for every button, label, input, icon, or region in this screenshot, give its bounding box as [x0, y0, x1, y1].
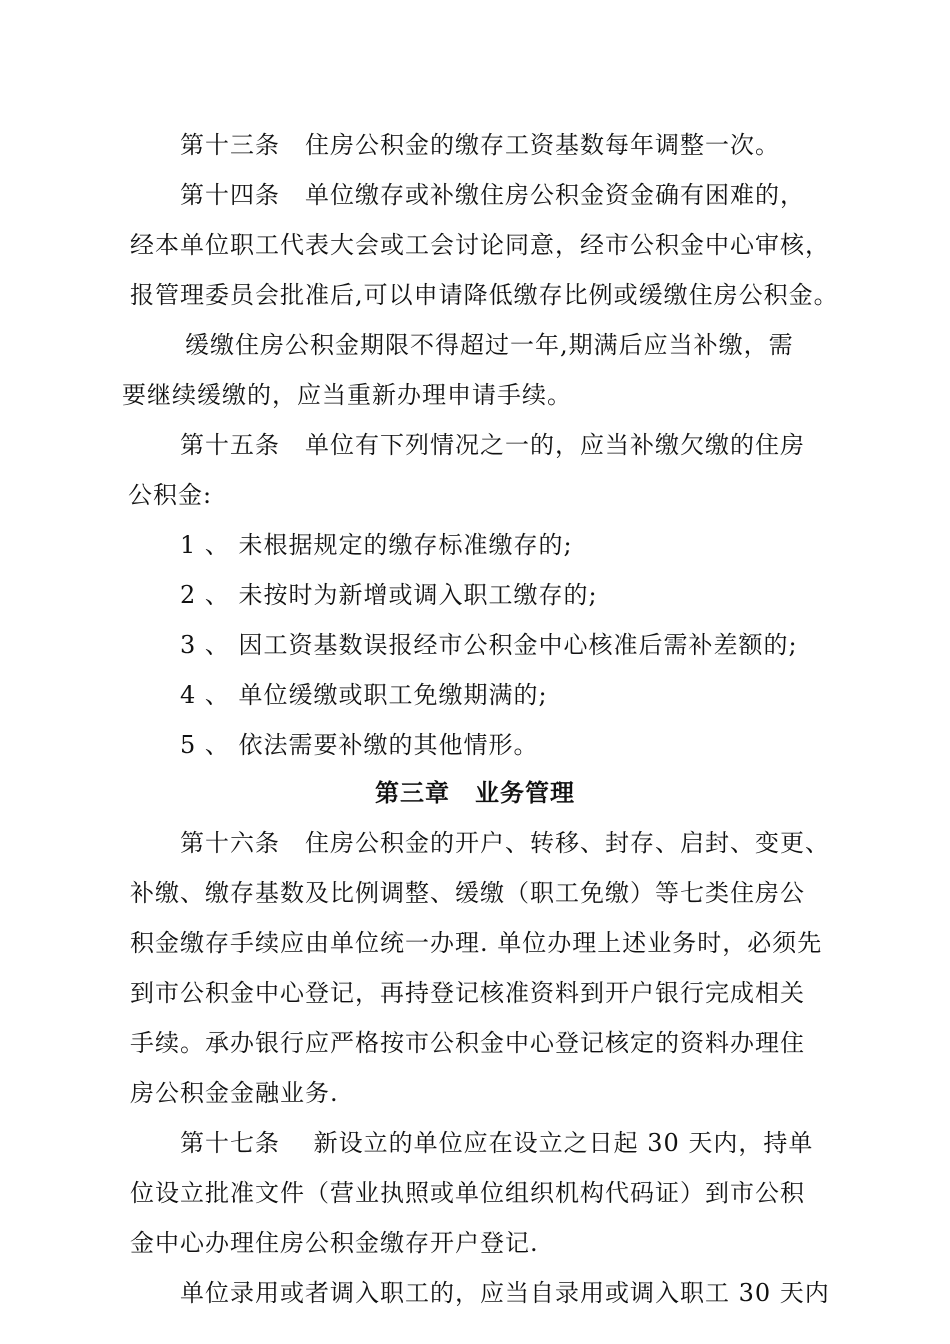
article-16-line-3: 积金缴存手续应由单位统一办理. 单位办理上述业务时，必须先 — [130, 929, 823, 957]
list-item-1: 1 、 未根据规定的缴存标准缴存的; — [180, 531, 573, 559]
article-15-line-1: 第十五条 单位有下列情况之一的，应当补缴欠缴的住房 — [180, 431, 805, 459]
list-item-4: 4 、 单位缓缴或职工免缴期满的; — [180, 681, 548, 709]
article-14-line-2: 经本单位职工代表大会或工会讨论同意，经市公积金中心审核， — [130, 231, 830, 259]
article-16-line-5: 手续。承办银行应严格按市公积金中心登记核定的资料办理住 — [130, 1029, 805, 1057]
article-16-line-4: 到市公积金中心登记，再持登记核准资料到开户银行完成相关 — [130, 979, 805, 1007]
article-14-para2-line-2: 要继续缓缴的，应当重新办理申请手续。 — [122, 381, 572, 409]
list-item-2: 2 、 未按时为新增或调入职工缴存的; — [180, 581, 598, 609]
article-17-line-2: 位设立批准文件（营业执照或单位组织机构代码证）到市公积 — [130, 1179, 805, 1207]
article-14-line-3: 报管理委员会批准后,可以申请降低缴存比例或缓缴住房公积金。 — [130, 281, 839, 309]
article-14-line-1: 第十四条 单位缴存或补缴住房公积金资金确有困难的， — [180, 181, 805, 209]
article-16-line-1: 第十六条 住房公积金的开户、转移、封存、启封、变更、 — [180, 829, 830, 857]
article-15-line-2: 公积金: — [128, 481, 213, 509]
article-17-line-3: 金中心办理住房公积金缴存开户登记. — [130, 1229, 539, 1257]
list-item-5: 5 、 依法需要补缴的其他情形。 — [180, 731, 539, 759]
article-17-para2-line-1: 单位录用或者调入职工的，应当自录用或调入职工 30 天内 — [180, 1279, 830, 1307]
article-14-para2-line-1: 缓缴住房公积金期限不得超过一年,期满后应当补缴，需 — [185, 331, 794, 359]
list-item-3: 3 、 因工资基数误报经市公积金中心核准后需补差额的; — [180, 631, 798, 659]
article-16-line-2: 补缴、缴存基数及比例调整、缓缴（职工免缴）等七类住房公 — [130, 879, 805, 907]
chapter-heading: 第三章 业务管理 — [375, 779, 575, 807]
article-17-line-1: 第十七条 新设立的单位应在设立之日起 30 天内，持单 — [180, 1129, 814, 1157]
article-13-line-1: 第十三条 住房公积金的缴存工资基数每年调整一次。 — [180, 131, 780, 159]
article-16-line-6: 房公积金金融业务. — [130, 1079, 339, 1107]
